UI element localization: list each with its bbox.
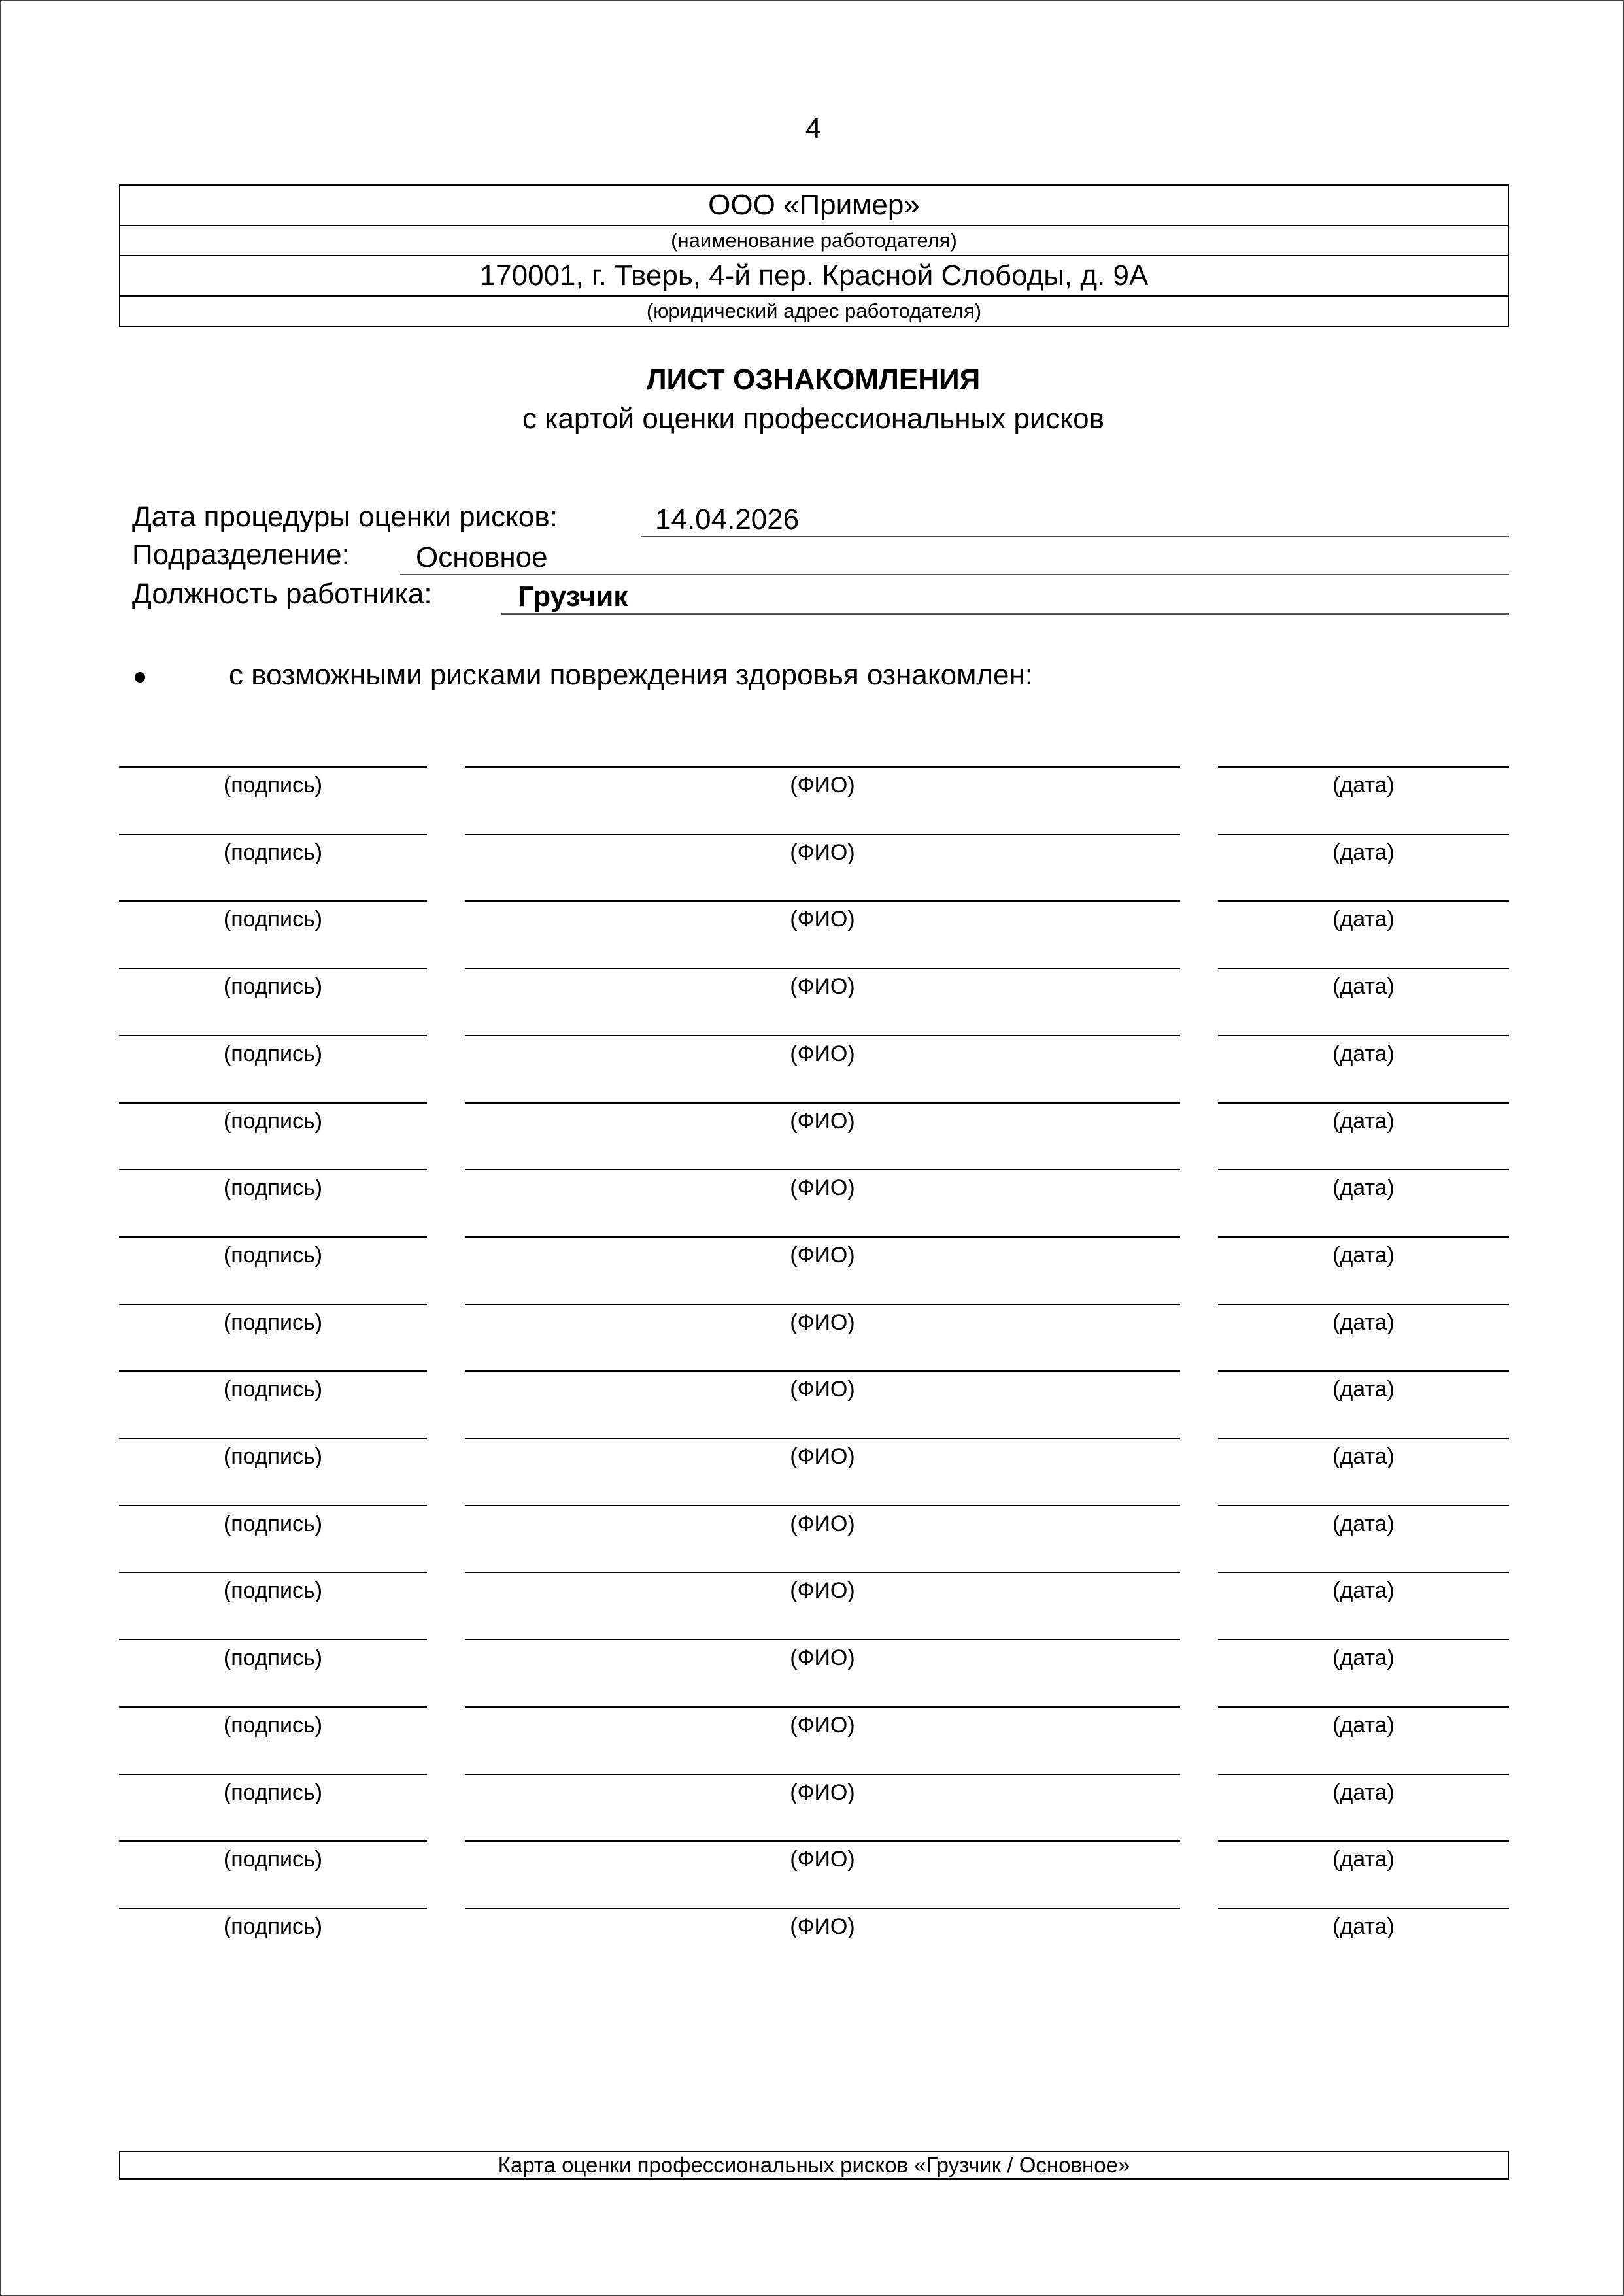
full-name-caption: (ФИО) bbox=[465, 1639, 1180, 1672]
signature-caption: (подпись) bbox=[119, 1304, 427, 1336]
signature-row bbox=[1, 1169, 1624, 1236]
position-value: Грузчик bbox=[518, 581, 628, 613]
signature-caption: (подпись) bbox=[119, 900, 427, 933]
date-caption: (дата) bbox=[1218, 900, 1509, 933]
acknowledgement-statement: с возможными рисками повреждения здоровья ознакомлен: bbox=[229, 659, 1034, 691]
full-name-caption: (ФИО) bbox=[465, 1169, 1180, 1202]
date-caption: (дата) bbox=[1218, 1169, 1509, 1202]
full-name-caption: (ФИО) bbox=[465, 1035, 1180, 1068]
document-footer: Карта оценки профессиональных рисков «Грузчик / Основное» bbox=[119, 2151, 1509, 2180]
full-name-caption: (ФИО) bbox=[465, 1840, 1180, 1873]
employer-name-caption: (наименование работодателя) bbox=[120, 226, 1508, 256]
date-caption: (дата) bbox=[1218, 1639, 1509, 1672]
date-caption: (дата) bbox=[1218, 968, 1509, 1000]
signature-row bbox=[1, 1370, 1624, 1437]
signature-caption: (подпись) bbox=[119, 1706, 427, 1739]
position-underline bbox=[501, 613, 1509, 615]
date-caption: (дата) bbox=[1218, 1236, 1509, 1269]
date-field bbox=[132, 499, 1509, 537]
date-caption: (дата) bbox=[1218, 1304, 1509, 1336]
signature-caption: (подпись) bbox=[119, 1035, 427, 1068]
full-name-caption: (ФИО) bbox=[465, 1774, 1180, 1806]
date-caption: (дата) bbox=[1218, 1774, 1509, 1806]
signature-caption: (подпись) bbox=[119, 968, 427, 1000]
signature-caption: (подпись) bbox=[119, 1370, 427, 1403]
signature-caption: (подпись) bbox=[119, 1236, 427, 1269]
date-label: Дата процедуры оценки рисков: bbox=[132, 501, 558, 533]
document-subtitle: с картой оценки профессиональных рисков bbox=[522, 403, 1104, 435]
signature-row bbox=[1, 834, 1624, 900]
signature-caption: (подпись) bbox=[119, 1840, 427, 1873]
department-field bbox=[132, 537, 1509, 575]
full-name-caption: (ФИО) bbox=[465, 1438, 1180, 1470]
signature-row bbox=[1, 1639, 1624, 1706]
signature-row bbox=[1, 1035, 1624, 1102]
full-name-caption: (ФИО) bbox=[465, 900, 1180, 933]
signature-caption: (подпись) bbox=[119, 1102, 427, 1135]
date-caption: (дата) bbox=[1218, 1572, 1509, 1604]
date-caption: (дата) bbox=[1218, 1370, 1509, 1403]
date-caption: (дата) bbox=[1218, 1908, 1509, 1940]
full-name-caption: (ФИО) bbox=[465, 1505, 1180, 1538]
signature-row bbox=[1, 900, 1624, 967]
signature-row bbox=[1, 1505, 1624, 1572]
signature-caption: (подпись) bbox=[119, 1505, 427, 1538]
employer-info-table bbox=[119, 184, 1509, 327]
document-title: ЛИСТ ОЗНАКОМЛЕНИЯ bbox=[646, 363, 981, 396]
full-name-caption: (ФИО) bbox=[465, 1370, 1180, 1403]
signature-caption: (подпись) bbox=[119, 1438, 427, 1470]
signature-row bbox=[1, 1706, 1624, 1773]
employer-address: 170001, г. Тверь, 4-й пер. Красной Слободы, д. 9А bbox=[120, 256, 1508, 297]
signature-row bbox=[1, 1236, 1624, 1303]
date-caption: (дата) bbox=[1218, 1706, 1509, 1739]
department-label: Подразделение: bbox=[132, 539, 350, 571]
full-name-caption: (ФИО) bbox=[465, 1572, 1180, 1604]
signature-row bbox=[1, 1572, 1624, 1638]
signature-row bbox=[1, 1304, 1624, 1370]
date-caption: (дата) bbox=[1218, 1438, 1509, 1470]
full-name-caption: (ФИО) bbox=[465, 1304, 1180, 1336]
employer-name: ООО «Пример» bbox=[120, 186, 1508, 226]
signature-caption: (подпись) bbox=[119, 1169, 427, 1202]
page-number: 4 bbox=[805, 112, 822, 144]
employer-address-caption: (юридический адрес работодателя) bbox=[646, 299, 982, 322]
signature-row bbox=[1, 1438, 1624, 1504]
bullet-icon bbox=[135, 672, 145, 683]
signature-row bbox=[1, 766, 1624, 833]
position-label: Должность работника: bbox=[132, 578, 432, 610]
date-caption: (дата) bbox=[1218, 1505, 1509, 1538]
full-name-caption: (ФИО) bbox=[465, 1706, 1180, 1739]
signature-row bbox=[1, 1102, 1624, 1169]
date-caption: (дата) bbox=[1218, 1035, 1509, 1068]
department-value: Основное bbox=[416, 541, 548, 573]
signature-caption: (подпись) bbox=[119, 766, 427, 799]
date-caption: (дата) bbox=[1218, 766, 1509, 799]
date-caption: (дата) bbox=[1218, 834, 1509, 866]
date-caption: (дата) bbox=[1218, 1840, 1509, 1873]
signature-row bbox=[1, 1908, 1624, 1974]
department-underline bbox=[400, 574, 1509, 575]
full-name-caption: (ФИО) bbox=[465, 968, 1180, 1000]
signature-caption: (подпись) bbox=[119, 1572, 427, 1604]
full-name-caption: (ФИО) bbox=[465, 766, 1180, 799]
full-name-caption: (ФИО) bbox=[465, 1236, 1180, 1269]
position-field bbox=[132, 577, 1509, 615]
signature-row bbox=[1, 968, 1624, 1034]
full-name-caption: (ФИО) bbox=[465, 834, 1180, 866]
signature-row bbox=[1, 1774, 1624, 1840]
full-name-caption: (ФИО) bbox=[465, 1908, 1180, 1940]
signature-caption: (подпись) bbox=[119, 1908, 427, 1940]
date-caption: (дата) bbox=[1218, 1102, 1509, 1135]
signature-caption: (подпись) bbox=[119, 1639, 427, 1672]
full-name-caption: (ФИО) bbox=[465, 1102, 1180, 1135]
signature-caption: (подпись) bbox=[119, 1774, 427, 1806]
signature-caption: (подпись) bbox=[119, 834, 427, 866]
signature-row bbox=[1, 1840, 1624, 1907]
date-value: 14.04.2026 bbox=[655, 503, 800, 535]
